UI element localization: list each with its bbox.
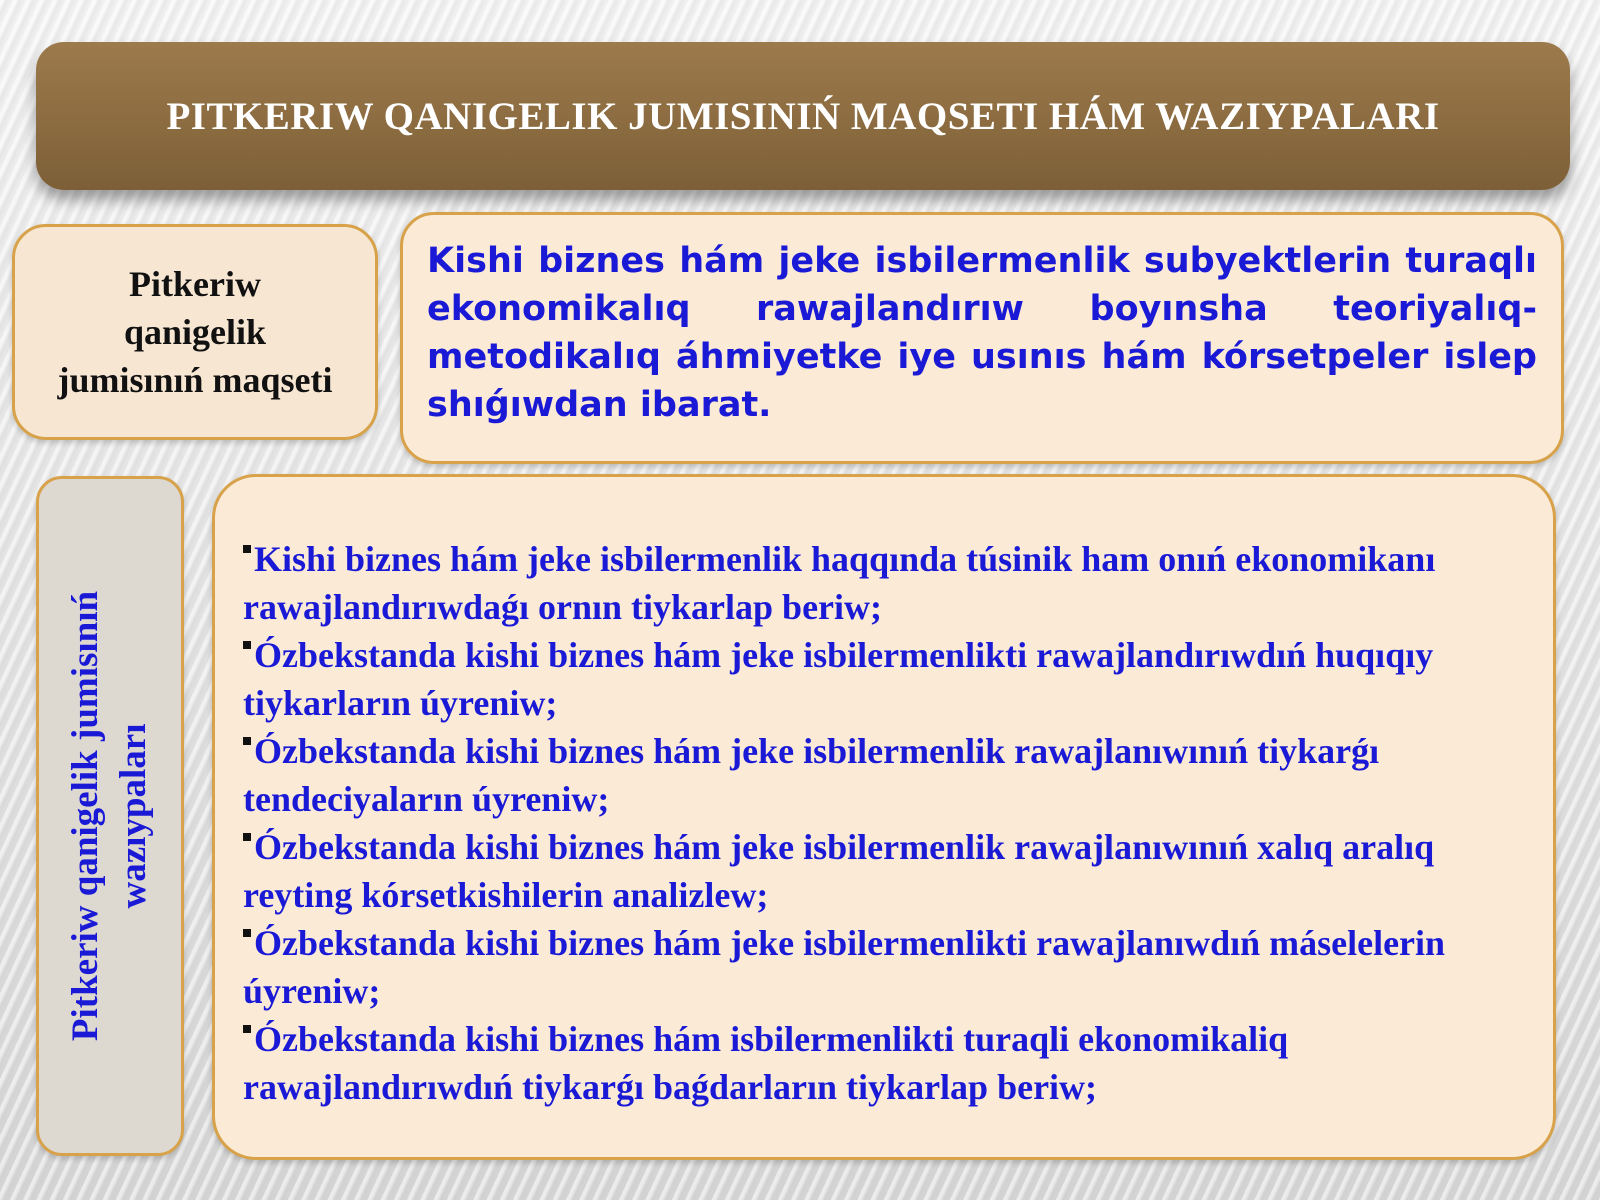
list-item xyxy=(243,631,1525,727)
goal-label xyxy=(57,260,332,404)
goal-label-box xyxy=(12,224,378,440)
list-item xyxy=(243,535,1525,631)
tasks-label xyxy=(62,556,158,1076)
task-text: Ózbekstanda kishi biznes hám jeke isbilermenlikti rawajlanıwdıń máselelerin úyreniw; xyxy=(243,923,1446,1011)
task-text: Kishi biznes hám jeke isbilermenlik haqqında túsinik ham onıń ekonomikanı rawajlandırıwdaǵı ornın tiykarlap beriw; xyxy=(243,539,1436,627)
task-text: Ózbekstanda kishi biznes hám isbilermenlikti turaqli ekonomikaliq rawajlandırıwdıń tiykarǵı baǵdarların tiykarlap beriw; xyxy=(243,1019,1289,1107)
square-bullet-icon xyxy=(243,545,251,553)
task-text: Ózbekstanda kishi biznes hám jeke isbilermenlik rawajlanıwınıń xalıq aralıq reyting kórsetkishilerin analizlew; xyxy=(243,827,1435,915)
list-item xyxy=(243,823,1525,919)
task-text: Ózbekstanda kishi biznes hám jeke isbilermenlikti rawajlandırıwdıń huqıqıy tiykarların úyreniw; xyxy=(243,635,1434,723)
tasks-label-line: wazıypaları xyxy=(113,723,154,909)
title-banner xyxy=(36,42,1570,190)
goal-label-line: jumisınıń maqseti xyxy=(57,360,333,400)
goal-text-box xyxy=(400,212,1564,464)
square-bullet-icon xyxy=(243,1025,251,1033)
page-title: PITKERIW QANIGELIK JUMISINIŃ MAQSETI HÁM WAZIYPALARI xyxy=(166,94,1440,138)
goal-text: Kishi biznes hám jeke isbilermenlik subyektlerin turaqlı ekonomikalıq rawajlandırıw boyınsha teoriyalıq-metodikalıq áhmiyetke iye usınıs hám kórsetpeler islep shıǵıwdan ibarat. xyxy=(427,241,1537,425)
tasks-box xyxy=(212,474,1556,1160)
task-list xyxy=(243,535,1525,1111)
square-bullet-icon xyxy=(243,929,251,937)
square-bullet-icon xyxy=(243,641,251,649)
square-bullet-icon xyxy=(243,737,251,745)
list-item xyxy=(243,727,1525,823)
task-text: Ózbekstanda kishi biznes hám jeke isbilermenlik rawajlanıwınıń tiykarǵı tendeciyaların úyreniw; xyxy=(243,731,1380,819)
list-item xyxy=(243,919,1525,1015)
goal-label-line: Pitkeriw xyxy=(129,264,261,304)
square-bullet-icon xyxy=(243,833,251,841)
tasks-label-line: Pitkeriw qanigelik jumisınıń xyxy=(65,590,106,1042)
goal-label-line: qanigelik xyxy=(123,312,267,352)
tasks-label-box xyxy=(36,476,184,1156)
list-item xyxy=(243,1015,1525,1111)
